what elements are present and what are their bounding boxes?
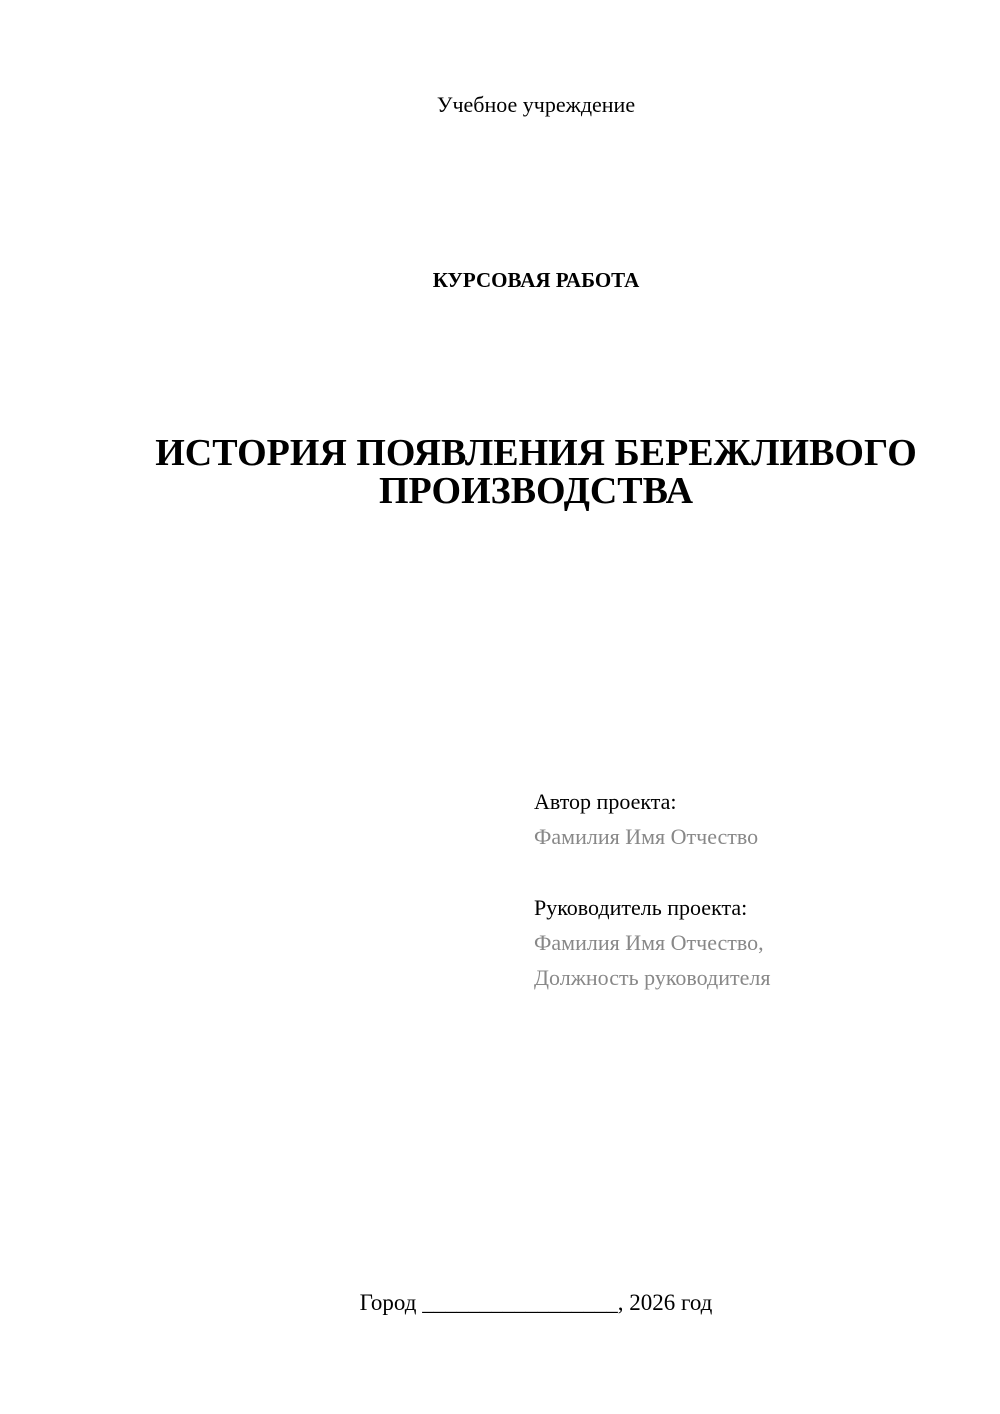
work-type-heading: КУРСОВАЯ РАБОТА — [432, 268, 640, 292]
document-title-line-2: ПРОИЗВОДСТВА — [378, 470, 694, 512]
author-label: Автор проекта: — [534, 789, 677, 814]
institution-name: Учебное учреждение — [436, 92, 636, 117]
supervisor-position-placeholder: Должность руководителя — [534, 965, 771, 990]
supervisor-name-placeholder: Фамилия Имя Отчество, — [534, 930, 764, 955]
supervisor-label: Руководитель проекта: — [534, 895, 748, 920]
city-year-line: Город _________________, 2026 год — [359, 1290, 713, 1315]
document-title-line-1: ИСТОРИЯ ПОЯВЛЕНИЯ БЕРЕЖЛИВОГО — [155, 432, 917, 474]
document-title — [0, 434, 1000, 510]
author-name-placeholder: Фамилия Имя Отчество — [534, 824, 759, 849]
